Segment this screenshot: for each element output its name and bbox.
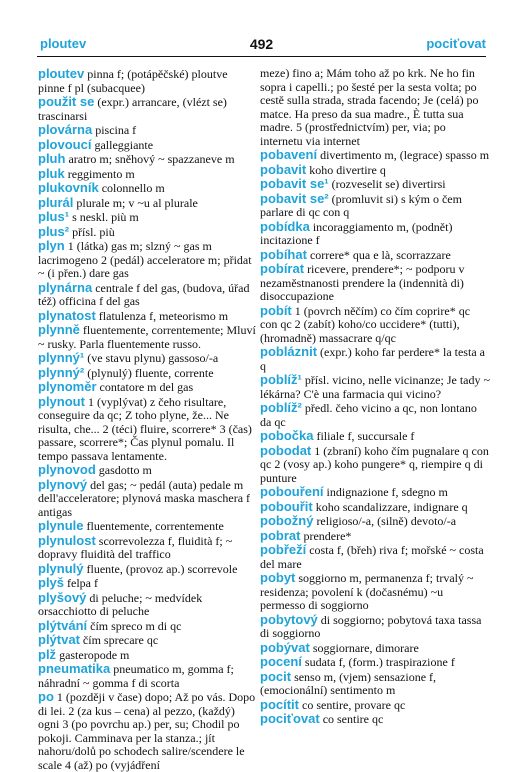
dictionary-entry (260, 163, 490, 178)
dictionary-entry (38, 619, 256, 634)
entry-definition: (expr.) koho far perdere* la testa a q (260, 345, 485, 373)
dictionary-entry (38, 351, 256, 366)
entry-headword: pobodat (260, 442, 312, 458)
entry-headword: plynout (38, 393, 85, 409)
page-header (37, 36, 486, 57)
dictionary-entry (38, 281, 256, 309)
entry-definition: correre* qua e là, scorrazzare (306, 247, 451, 262)
dictionary-entry (38, 196, 256, 211)
dictionary-entry (38, 534, 256, 562)
entry-definition: (expr.) arrancare, (vlézt se) trascinarsi (38, 95, 227, 123)
dictionary-entry (38, 210, 256, 225)
dictionary-entry (38, 690, 256, 772)
entry-headword: plýtvání (38, 617, 88, 633)
entry-definition: čím sprecare qc (79, 633, 159, 647)
entry-definition: přísl. più (69, 224, 115, 239)
entry-headword: pobočka (260, 428, 314, 443)
entry-definition: contatore m del gas (96, 380, 194, 394)
dictionary-entry (38, 366, 256, 381)
entry-headword: pobouřit (260, 498, 313, 514)
entry-definition: čím spreco m di qc (87, 618, 182, 633)
entry-definition: divertimento m, (legrace) spasso m (317, 148, 490, 162)
dictionary-entry (260, 177, 490, 192)
entry-headword: plus¹ (38, 209, 70, 224)
dictionary-entry (260, 429, 490, 444)
dictionary-columns (38, 66, 490, 772)
dictionary-entry (38, 662, 256, 690)
page-number: 492 (249, 36, 274, 52)
entry-definition: co sentire qc (319, 712, 384, 726)
dictionary-entry (38, 138, 256, 153)
entry-headword: plyšový (38, 589, 87, 605)
entry-headword: pobyt (260, 570, 296, 585)
dictionary-entry (38, 123, 256, 138)
entry-definition: fluente, (provoz ap.) scorrevole (83, 561, 238, 576)
entry-headword: plovoucí (38, 136, 92, 152)
entry-headword: plynulost (38, 532, 96, 548)
entry-headword: plynně (38, 322, 80, 337)
dictionary-entry (38, 181, 256, 196)
dictionary-entry (38, 648, 256, 663)
entry-headword: pobytový (260, 611, 318, 627)
entry-definition: (promluvit si) s kým o čem parlare di qc con q (260, 191, 462, 219)
dictionary-entry (260, 345, 490, 373)
entry-headword: plukovník (38, 180, 99, 195)
entry-headword: plýtvat (38, 632, 80, 647)
dictionary-entry (260, 262, 490, 304)
left-column (38, 67, 256, 772)
entry-headword: plovárna (38, 122, 93, 137)
entry-definition: aratro m; sněhový ~ spazzaneve m (65, 152, 235, 166)
dictionary-entry (260, 373, 490, 401)
entry-headword: poblíž¹ (260, 372, 302, 387)
entry-definition: předl. čeho vicino a qc, non lontano da qc (260, 401, 477, 429)
entry-headword: pociťovat (260, 711, 320, 726)
dictionary-entry (38, 463, 256, 478)
entry-definition: colonnello m (98, 181, 165, 195)
entry-headword: pocit (260, 668, 292, 684)
entry-headword: plž (38, 646, 57, 662)
entry-definition: sudata f, (form.) traspirazione f (301, 655, 455, 669)
entry-headword: pocení (260, 654, 302, 669)
dictionary-entry (260, 712, 490, 727)
entry-definition: koho divertire q (306, 162, 386, 177)
entry-definition: pneumatico m, gomma f; náhradní ~ gomma f di scorta (38, 662, 234, 690)
entry-definition: flatulenza f, meteorismo m (95, 308, 229, 323)
entry-definition: di soggiorno; pobytová taxa tassa di soggiorno (260, 612, 482, 640)
entry-headword: plyš (38, 575, 65, 590)
entry-definition: incoraggiamento m, (podnět) incitazione f (260, 219, 453, 247)
dictionary-entry (38, 591, 256, 619)
entry-headword: plynoměr (38, 379, 97, 394)
entry-definition: felpa f (64, 576, 98, 590)
entry-headword: plynule (38, 518, 84, 533)
continued-entry-text: meze) fino a; Mám toho až po krk. Ne ho fin sopra i capelli.; po šesté per la sesta volta; po cestě sulla strada, strada facendo; Je (celá) po matce. Ha preso da sua madre., È tutta sua madre. 5 (prostřednictvím) per, via; po internetu via internet (260, 66, 479, 148)
entry-headword: použit se (38, 94, 95, 109)
dictionary-entry (260, 641, 490, 656)
entry-headword: pobrat (260, 527, 301, 543)
dictionary-entry (260, 670, 490, 698)
entry-headword: pobídka (260, 218, 310, 234)
dictionary-entry (38, 576, 256, 591)
entry-definition: (rozveselit se) divertirsi (328, 177, 446, 191)
entry-definition: scorrevolezza f, fluidità f; ~ dopravy fluidità del traffico (38, 533, 233, 561)
entry-headword: pluk (38, 165, 65, 181)
dictionary-entry (38, 225, 256, 240)
entry-headword: plynný² (38, 364, 85, 380)
entry-definition: di peluche; ~ medvídek orsacchiotto di peluche (38, 590, 203, 618)
entry-definition: koho scandalizzare, indignare q (312, 499, 468, 514)
entry-headword: ploutev (38, 66, 85, 81)
entry-definition: soggiorno m, permanenza f; trvalý ~ residenza; povolení k (dočasnému) ~u permesso di soggiorno (260, 571, 474, 612)
entry-headword: pobíhat (260, 246, 307, 262)
dictionary-entry (260, 571, 490, 613)
dictionary-entry (38, 519, 256, 534)
entry-definition: ricevere, prendere*; ~ podporu v nezaměstnanosti prendere la (indennità di) disoccupazione (260, 262, 465, 303)
entry-definition: centrale f del gas, (budova, úřad též) officina f del gas (38, 280, 250, 308)
dictionary-entry (38, 239, 256, 281)
entry-headword: plus² (38, 223, 70, 239)
header-last-headword: pociťovat (426, 36, 486, 51)
dictionary-entry (260, 543, 490, 571)
dictionary-entry (260, 401, 490, 429)
entry-definition: pinna f; (potápěčské) ploutve pinne f pl (subacquee) (38, 67, 228, 95)
dictionary-entry (260, 655, 490, 670)
dictionary-entry (38, 380, 256, 395)
entry-definition: costa f, (břeh) riva f; mořské ~ costa del mare (260, 543, 484, 571)
dictionary-entry (38, 562, 256, 577)
dictionary-entry (260, 148, 490, 163)
dictionary-entry (260, 514, 490, 529)
dictionary-entry (38, 152, 256, 167)
dictionary-entry (260, 485, 490, 500)
entry-definition: gasteropode m (56, 647, 130, 662)
entry-definition: 1 (povrch něčím) co čím coprire* qc con qc 2 (zabít) koho/co uccidere* (tutti), (hromadně) massacrare q/qc (260, 303, 471, 345)
dictionary-entry (38, 167, 256, 182)
dictionary-entry (260, 192, 490, 220)
entry-headword: pobít (260, 302, 292, 318)
entry-headword: pobřeží (260, 542, 307, 557)
entry-definition: religioso/-a, (silně) devoto/-a (313, 514, 457, 528)
entry-headword: pobavit se² (260, 190, 329, 206)
entry-definition: piscina f (92, 123, 137, 137)
entry-headword: pobavení (260, 147, 318, 162)
right-column-entries (260, 148, 490, 727)
entry-headword: pocítit (260, 696, 299, 712)
header-first-headword: ploutev (40, 36, 87, 51)
entry-definition: indignazione f, sdegno m (323, 485, 448, 499)
dictionary-entry (260, 220, 490, 248)
entry-definition: 1 (později v čase) dopo; Až po vás. Dopo di lei. 2 (za kus – cena) al pezzo, (každý) ogni 3 (po povrchu ap.) per, su; Chodil po pokoji. Camminava per la stanza.; jít nahoru/dolů po schodech salire/scendere le scale 4 (až) po (vyjádření (38, 690, 256, 772)
dictionary-entry (38, 478, 256, 520)
dictionary-entry (260, 444, 490, 486)
entry-headword: plynovod (38, 462, 96, 477)
entry-headword: pneumatika (38, 661, 111, 676)
entry-definition: 1 (vyplývat) z čeho risultare, conseguire da qc; Z toho plyne, že... Ne risulta, che... 2 (téci) fluire, scorrere* 3 (čas) passare, scorrere*; Čas plynul pomalu. Il tempo passava lentamente. (38, 394, 252, 463)
entry-definition: reggimento m (64, 166, 135, 181)
entry-headword: pobouření (260, 484, 324, 499)
entry-definition: přísl. vicino, nelle vicinanze; Je tady ~ lékárna? C'è una farmacia qui vicino? (260, 373, 490, 401)
dictionary-entry (38, 309, 256, 324)
dictionary-entry (38, 633, 256, 648)
dictionary-entry (260, 248, 490, 263)
entry-definition: soggiornare, dimorare (309, 640, 419, 655)
entry-headword: pobavit se¹ (260, 176, 329, 191)
entry-headword: plynatost (38, 307, 96, 323)
entry-headword: pobývat (260, 639, 310, 655)
entry-headword: pobírat (260, 261, 305, 276)
dictionary-entry (260, 304, 490, 346)
entry-headword: pobláznit (260, 344, 318, 359)
entry-definition: gasdotto m (95, 463, 152, 477)
entry-definition: prendere* (300, 528, 352, 543)
entry-definition: fluentemente, correntemente (83, 519, 224, 533)
entry-headword: plynárna (38, 279, 93, 295)
entry-headword: plynulý (38, 560, 84, 576)
entry-headword: plynný¹ (38, 350, 85, 365)
entry-headword: plurál (38, 194, 74, 210)
entry-definition: 1 (látka) gas m; slzný ~ gas m lacrimogeno 2 (pedál) acceleratore m; přidat ~ (i přen.) dare gas (38, 239, 252, 280)
entry-definition: s neskl. più m (69, 210, 139, 224)
dictionary-entry (38, 67, 256, 95)
entry-headword: pobožný (260, 513, 314, 528)
entry-definition: (plynulý) fluente, corrente (84, 365, 214, 380)
dictionary-entry (260, 529, 490, 544)
entry-definition: senso m, (vjem) sensazione f, (emocionální) sentimento m (260, 669, 437, 697)
entry-definition: (ve stavu plynu) gassoso/-a (84, 351, 219, 365)
entry-definition: fluentemente, correntemente; Mluví ~ rusky. Parla fluentemente russo. (38, 323, 256, 351)
dictionary-entry (260, 698, 490, 713)
dictionary-entry (260, 500, 490, 515)
entry-definition: filiale f, succursale f (313, 429, 415, 443)
entry-definition: co sentire, provare qc (299, 697, 406, 712)
entry-headword: pobavit (260, 161, 307, 177)
entry-headword: pluh (38, 151, 66, 166)
dictionary-entry (38, 395, 256, 464)
dictionary-entry (260, 613, 490, 641)
entry-headword: plyn (38, 238, 65, 253)
entry-headword: po (38, 689, 54, 704)
right-column (260, 67, 490, 727)
entry-headword: poblíž² (260, 400, 302, 415)
dictionary-entry (38, 323, 256, 351)
entry-definition: plurale m; v ~u al plurale (73, 195, 198, 210)
entry-definition: del gas; ~ pedál (auta) pedale m dell'acceleratore; plynová maska maschera f antigas (38, 477, 251, 519)
dictionary-entry (38, 95, 256, 123)
entry-definition: 1 (zbraní) koho čím pugnalare q con qc 2 (vosy ap.) koho pungere* q, riempire q di punture (260, 443, 489, 485)
entry-headword: plynový (38, 476, 88, 492)
entry-definition: galleggiante (91, 137, 154, 152)
